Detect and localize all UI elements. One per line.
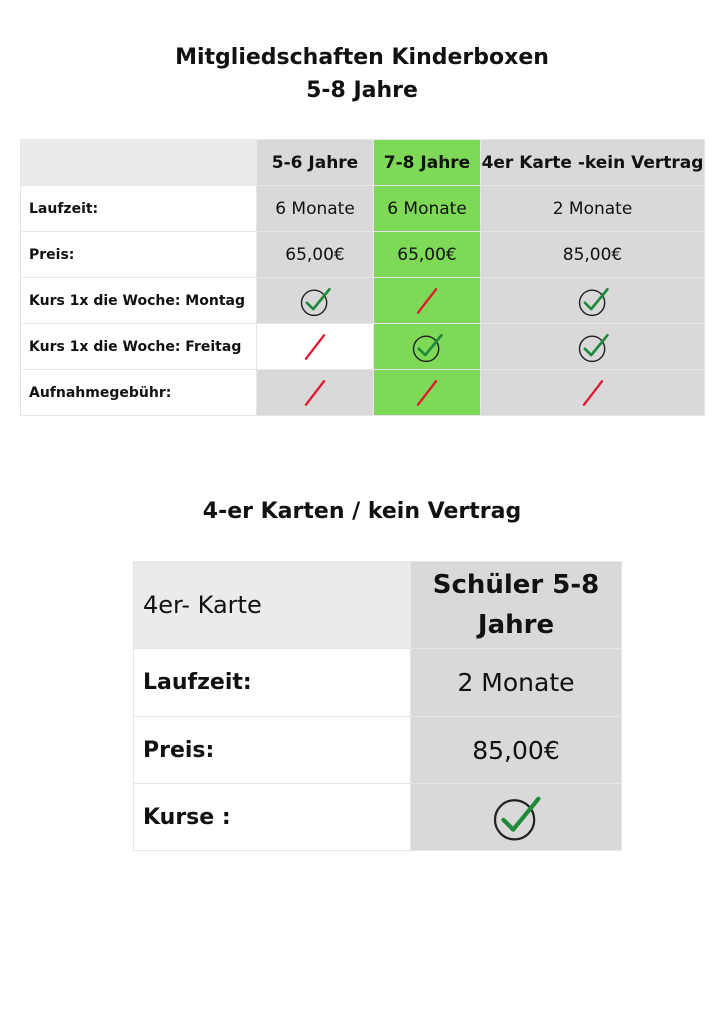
cell-icon — [257, 278, 374, 324]
row-label-laufzeit: Laufzeit: — [21, 186, 257, 232]
cell-icon — [374, 278, 481, 324]
card-corner-label: 4er- Karte — [134, 562, 411, 649]
check-icon — [297, 283, 333, 319]
slash-icon — [409, 283, 445, 319]
table-header-row — [134, 562, 622, 649]
page-subtitle: 5-8 Jahre — [306, 78, 418, 103]
table-row — [21, 370, 705, 416]
table-row — [21, 186, 705, 232]
cell-icon — [481, 324, 705, 370]
column-header-5-6: 5-6 Jahre — [257, 140, 374, 186]
cell-value: 85,00€ — [411, 717, 622, 784]
membership-table — [20, 139, 705, 416]
cell-icon — [257, 370, 374, 416]
cell-icon — [411, 784, 622, 851]
card-table — [133, 561, 622, 851]
table-corner-cell — [21, 140, 257, 186]
cell-value: 85,00€ — [481, 232, 705, 278]
table-header-row — [21, 140, 705, 186]
page-title: Mitgliedschaften Kinderboxen — [175, 45, 549, 70]
table-row — [134, 717, 622, 784]
column-header-schueler: Schüler 5-8 Jahre — [411, 562, 622, 649]
row-label-aufnahmegebuehr: Aufnahmegebühr: — [21, 370, 257, 416]
column-header-4er-karte: 4er Karte -kein Vertrag — [481, 140, 705, 186]
section-title: 4-er Karten / kein Vertrag — [202, 499, 522, 524]
cell-icon — [481, 278, 705, 324]
cell-value: 2 Monate — [481, 186, 705, 232]
table-row — [21, 324, 705, 370]
slash-icon — [575, 375, 611, 411]
cell-value: 6 Monate — [257, 186, 374, 232]
row-label-preis: Preis: — [21, 232, 257, 278]
cell-icon — [257, 324, 374, 370]
cell-value: 65,00€ — [257, 232, 374, 278]
cell-icon — [481, 370, 705, 416]
row-label-kurs-montag: Kurs 1x die Woche: Montag — [21, 278, 257, 324]
slash-icon — [297, 375, 333, 411]
check-icon — [409, 329, 445, 365]
column-header-7-8: 7-8 Jahre — [374, 140, 481, 186]
check-icon — [575, 283, 611, 319]
table-row — [134, 784, 622, 851]
cell-value: 6 Monate — [374, 186, 481, 232]
cell-icon — [374, 324, 481, 370]
check-icon — [488, 789, 544, 845]
cell-value: 65,00€ — [374, 232, 481, 278]
slash-icon — [409, 375, 445, 411]
cell-icon — [374, 370, 481, 416]
row-label-kurs-freitag: Kurs 1x die Woche: Freitag — [21, 324, 257, 370]
slash-icon — [297, 329, 333, 365]
check-icon — [575, 329, 611, 365]
row-label-laufzeit: Laufzeit: — [134, 649, 411, 717]
table-row — [134, 649, 622, 717]
row-label-preis: Preis: — [134, 717, 411, 784]
row-label-kurse: Kurse : — [134, 784, 411, 851]
cell-value: 2 Monate — [411, 649, 622, 717]
table-row — [21, 278, 705, 324]
table-row — [21, 232, 705, 278]
